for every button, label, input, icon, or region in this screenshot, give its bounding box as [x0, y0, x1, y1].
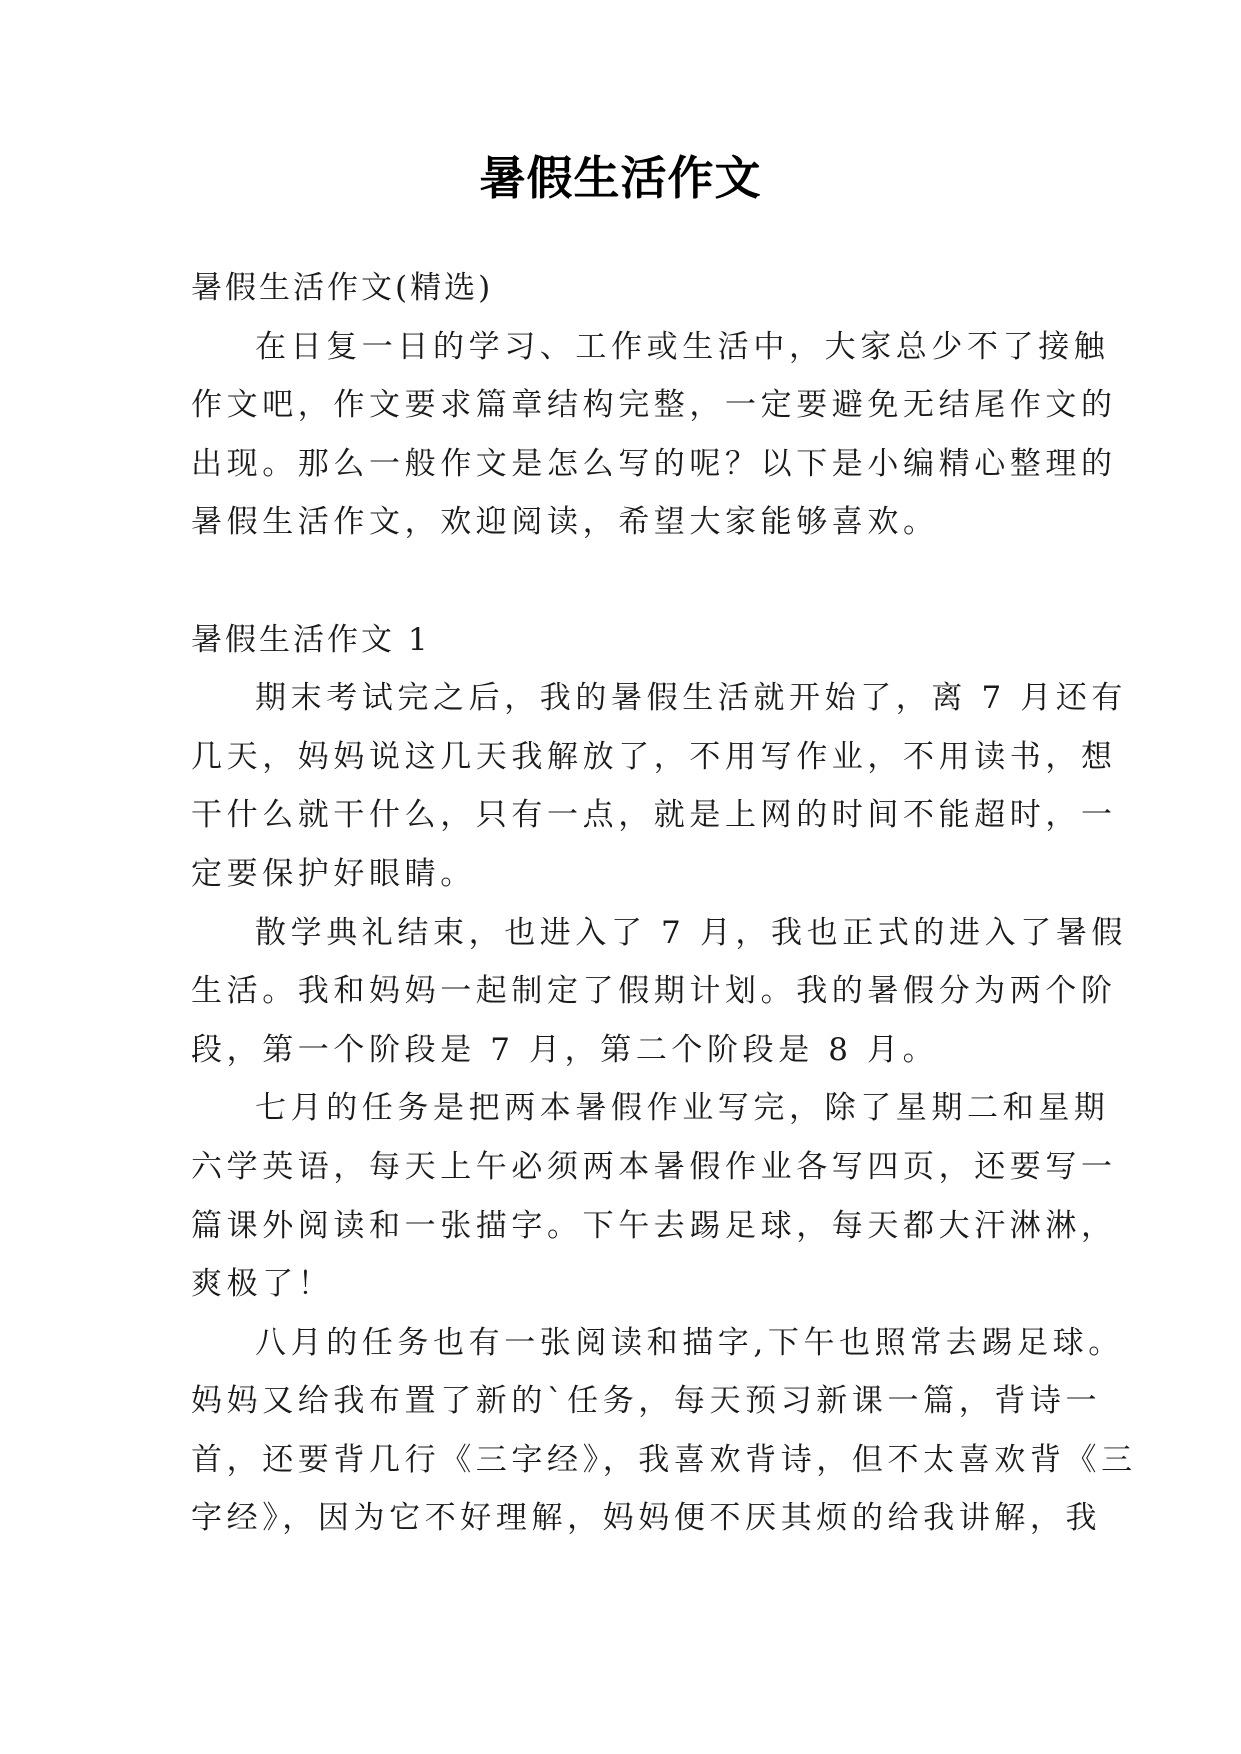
document-title: 暑假生活作文 [479, 151, 762, 205]
paragraph-line: 七月的任务是把两本暑假作业写完，除了星期二和星期 [255, 1090, 1110, 1127]
paragraph-2 [191, 904, 1128, 1080]
spacer [191, 552, 1063, 611]
paragraph-3 [191, 1079, 1117, 1313]
paragraph-line: 篇课外阅读和一张描字。下午去踢足球，每天都大汗淋淋， [191, 1207, 1117, 1244]
document-body [191, 259, 1137, 1548]
paragraph-4 [191, 1314, 1137, 1548]
paragraph-line: 散学典礼结束，也进入了 7 月，我也正式的进入了暑假 [255, 914, 1128, 951]
paragraph-line: 字经》，因为它不好理解，妈妈便不厌其烦的给我讲解，我 [191, 1500, 1102, 1537]
paragraph-line: 段，第一个阶段是 7 月，第二个阶段是 8 月。 [191, 1031, 939, 1068]
intro-line: 作文吧，作文要求篇章结构完整，一定要避免无结尾作文的 [191, 387, 1117, 424]
intro-line: 暑假生活作文，欢迎阅读，希望大家能够喜欢。 [191, 504, 939, 541]
paragraph-line: 生活。我和妈妈一起制定了假期计划。我的暑假分为两个阶 [191, 973, 1117, 1010]
section-heading: 暑假生活作文 1 [191, 621, 431, 658]
paragraph-line: 八月的任务也有一张阅读和描字,下午也照常去踢足球。 [255, 1324, 1124, 1361]
paragraph-line: 首，还要背几行《三字经》，我喜欢背诗，但不太喜欢背《三 [191, 1441, 1137, 1478]
subtitle: 暑假生活作文(精选) [191, 270, 494, 306]
paragraph-line: 期末考试完之后，我的暑假生活就开始了，离 7 月还有 [255, 680, 1128, 717]
paragraph-line: 定要保护好眼睛。 [191, 855, 476, 892]
paragraph-line: 干什么就干什么，只有一点，就是上网的时间不能超时，一 [191, 797, 1117, 834]
paragraph-line: 妈妈又给我布置了新的`任务，每天预习新课一篇，背诗一 [191, 1383, 1102, 1420]
intro-line: 在日复一日的学习、工作或生活中，大家总少不了接触 [255, 328, 1110, 365]
intro-line: 出现。那么一般作文是怎么写的呢？以下是小编精心整理的 [191, 445, 1117, 482]
paragraph-line: 六学英语，每天上午必须两本暑假作业各写四页，还要写一 [191, 1148, 1117, 1185]
paragraph-line: 爽极了！ [191, 1266, 334, 1303]
paragraph-1 [191, 669, 1128, 903]
intro-paragraph [191, 318, 1117, 552]
paragraph-line: 几天，妈妈说这几天我解放了，不用写作业，不用读书，想 [191, 738, 1117, 775]
